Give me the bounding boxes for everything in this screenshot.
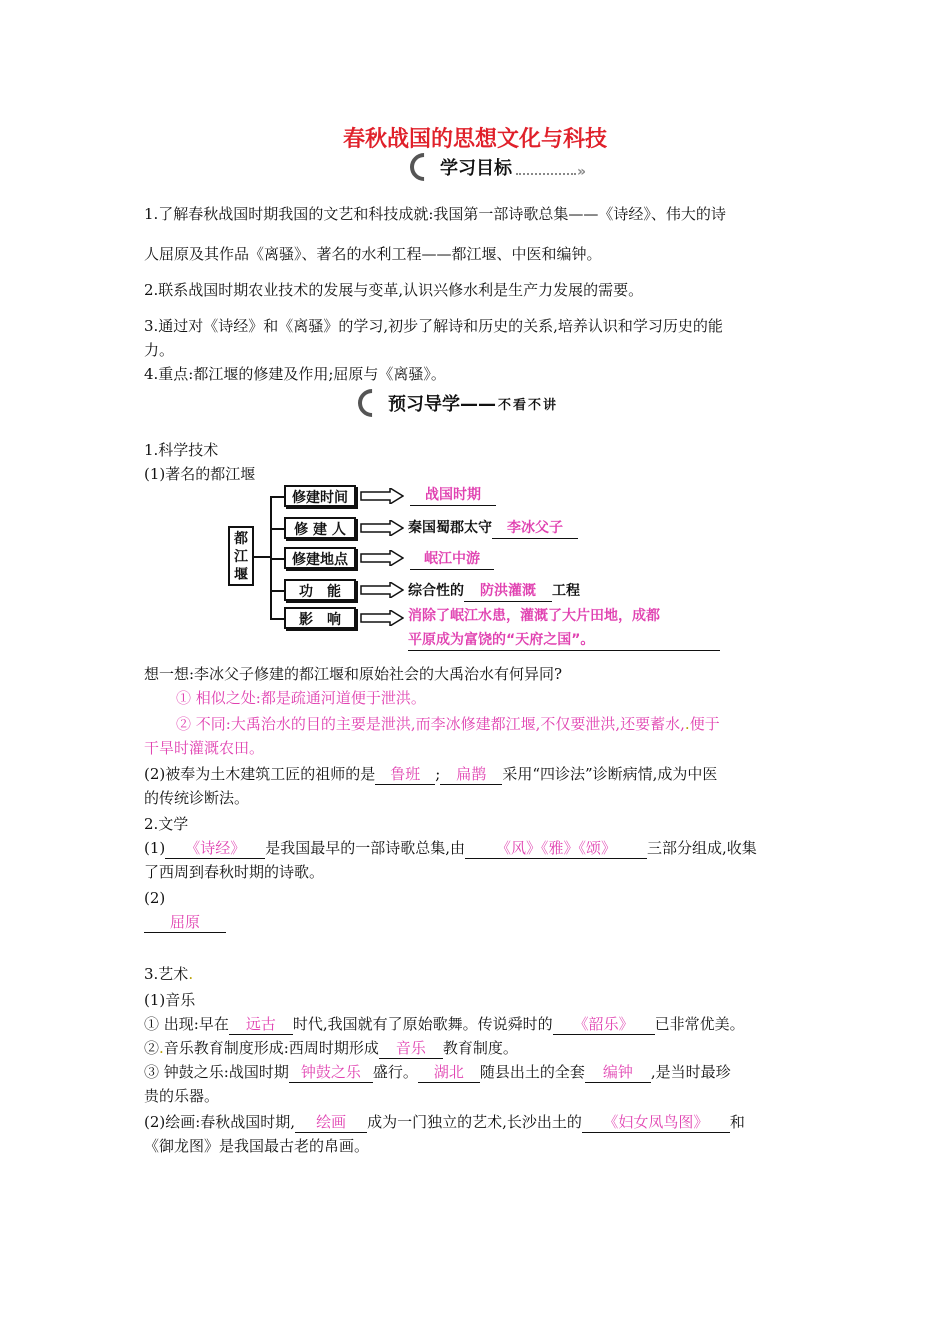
preview-banner-sub: 不看不讲: [498, 397, 559, 413]
dujiangyan-diagram: [228, 482, 728, 652]
science-sub1: (1)著名的都江堰: [144, 465, 256, 483]
goal-2: 2.联系战国时期农业技术的发展与变革,认识兴修水利是生产力发展的需要。: [144, 281, 644, 299]
science-heading: 1.科学技术: [144, 441, 219, 459]
goals-banner: [410, 150, 576, 184]
preview-banner: [358, 386, 558, 420]
connector: [270, 558, 284, 560]
think-diff: ② 不同:大禹治水的目的主要是泄洪,而李冰修建都江堰,不仅要泄洪,还要蓄水,.便于: [176, 715, 720, 733]
value-build-site: 岷江中游: [410, 549, 494, 570]
literature-heading: 2.文学: [144, 815, 189, 833]
value-build-time: 战国时期: [410, 485, 496, 506]
literature-l1: (1) 《诗经》 是我国最早的一部诗歌总集,由 《风》《雅》《颂》 三部分组成,收集: [144, 839, 757, 857]
literature-l2: (2): [144, 889, 166, 907]
goals-banner-label: 学习目标: [440, 158, 512, 179]
value-builder: 秦国蜀郡太守 李冰父子: [408, 518, 578, 539]
goal-1b: 人屈原及其作品《离骚》、著名的水利工程——都江堰、中医和编钟。: [144, 245, 602, 263]
diagram-root: 都江堰: [228, 526, 254, 586]
connector: [270, 528, 284, 530]
swoosh-icon: [352, 383, 392, 423]
arrow-icon: [360, 582, 404, 598]
value-function: 综合性的 防洪灌溉 工程: [408, 581, 580, 602]
connector: [270, 496, 272, 618]
page-title: 春秋战国的思想文化与科技: [342, 127, 607, 152]
preview-banner-label: 预习导学——: [388, 394, 496, 415]
label-impact: 影 响: [284, 607, 356, 629]
think-diff-cont: 干旱时灌溉农田。: [144, 739, 265, 757]
art-painting: (2)绘画:春秋战国时期, 绘画 成为一门独立的艺术,长沙出土的 《妇女凤鸟图》 和: [144, 1113, 745, 1131]
label-build-site: 修建地点: [284, 547, 356, 569]
art-heading: 3.艺术.: [144, 965, 194, 983]
art-music: (1)音乐: [144, 991, 196, 1009]
connector: [254, 556, 270, 558]
connector: [270, 590, 284, 592]
goal-1a: 1.了解春秋战国时期我国的文艺和科技成就:我国第一部诗歌总集——《诗经》、伟大的诗: [144, 205, 726, 223]
art-m3-cont: 贵的乐器。: [144, 1087, 220, 1105]
art-m2: ②.音乐教育制度形成:西周时期形成 音乐 教育制度。: [144, 1039, 518, 1057]
arrow-icon: [360, 610, 404, 626]
dotted-arrow-icon: [516, 173, 576, 175]
connector: [270, 618, 284, 620]
literature-l2-answer: 屈原: [144, 910, 808, 934]
arrow-icon: [360, 550, 404, 566]
science-p2: (2)被奉为土木建筑工匠的祖师的是 鲁班 ; 扁鹊 采用“四诊法”诊断病情,成为中医: [144, 765, 718, 783]
arrow-icon: [360, 520, 404, 536]
goal-3a: 3.通过对《诗经》和《离骚》的学习,初步了解诗和历史的关系,培养认识和学习历史的能: [144, 317, 723, 335]
think-same: ① 相似之处:都是疏通河道便于泄洪。: [176, 689, 426, 707]
value-impact-line2: 平原成为富饶的“天府之国”。: [408, 630, 720, 651]
label-build-time: 修建时间: [284, 485, 356, 507]
goal-4: 4.重点:都江堰的修建及作用;屈原与《离骚》。: [144, 365, 446, 383]
swoosh-icon: [404, 147, 444, 187]
arrow-icon: [360, 488, 404, 504]
art-m1: ① 出现:早在 远古 时代,我国就有了原始歌舞。传说舜时的 《韶乐》 已非常优美。: [144, 1015, 745, 1033]
value-impact: 消除了岷江水患，灌溉了大片田地，成都: [408, 608, 660, 624]
art-painting-cont: 《御龙图》是我国最古老的帛画。: [144, 1137, 370, 1155]
think-question: 想一想:李冰父子修建的都江堰和原始社会的大禹治水有何异同?: [144, 665, 563, 683]
label-builder: 修 建 人: [284, 517, 356, 539]
label-function: 功 能: [284, 579, 356, 601]
science-p2-cont: 的传统诊断法。: [144, 789, 250, 807]
art-m3: ③ 钟鼓之乐:战国时期 钟鼓之乐 盛行。 湖北 随县出土的全套 编钟 ,是当时最珍: [144, 1063, 731, 1081]
goal-3b: 力。: [144, 341, 175, 359]
literature-l1-cont: 了西周到春秋时期的诗歌。: [144, 863, 325, 881]
connector: [270, 496, 284, 498]
